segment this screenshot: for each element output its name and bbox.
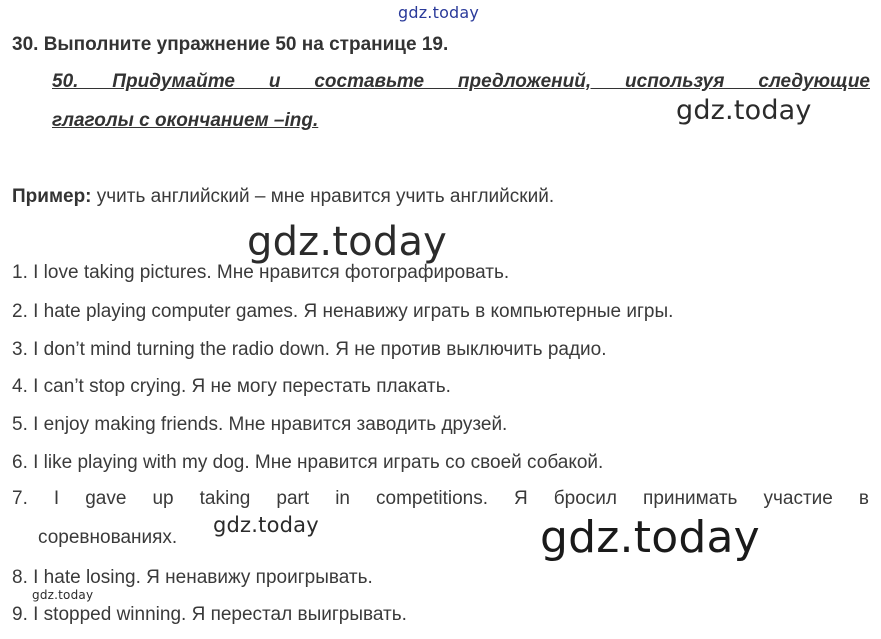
task-statement-line-2: глаголы с окончанием –ing.: [52, 110, 319, 131]
watermark: gdz.today: [32, 588, 94, 602]
example-label: Пример:: [12, 186, 92, 207]
task-statement-line-1: 50. Придумайте и составьте предложений, используя следующие: [52, 71, 870, 92]
watermark: gdz.today: [247, 219, 448, 265]
answer-item-7: 7. I gave up taking part in competitions. Я бросил принимать участие в: [12, 488, 869, 509]
answer-item-4: 4. I can’t stop crying. Я не могу перестать плакать.: [12, 376, 451, 397]
answer-item-1: 1. I love taking pictures. Мне нравится фотографировать.: [12, 262, 510, 283]
answer-item-7-continuation: соревнованиях.: [38, 527, 178, 548]
example-line: [12, 186, 554, 208]
watermark: gdz.today: [213, 513, 319, 537]
answer-item-8: 8. I hate losing. Я ненавижу проигрывать.: [12, 567, 373, 588]
answer-item-3: 3. I don’t mind turning the radio down. Я не против выключить радио.: [12, 339, 607, 360]
answer-item-2: 2. I hate playing computer games. Я ненавижу играть в компьютерные игры.: [12, 301, 674, 322]
watermark: gdz.today: [540, 512, 760, 563]
watermark: gdz.today: [398, 3, 480, 22]
example-text: учить английский – мне нравится учить английский.: [91, 186, 555, 207]
answer-item-6: 6. I like playing with my dog. Мне нравится играть со своей собакой.: [12, 452, 604, 473]
answer-item-9: 9. I stopped winning. Я перестал выигрывать.: [12, 604, 407, 625]
watermark: gdz.today: [676, 95, 812, 126]
answer-item-5: 5. I enjoy making friends. Мне нравится заводить друзей.: [12, 414, 508, 435]
exercise-heading: 30. Выполните упражнение 50 на странице 19.: [12, 34, 449, 55]
